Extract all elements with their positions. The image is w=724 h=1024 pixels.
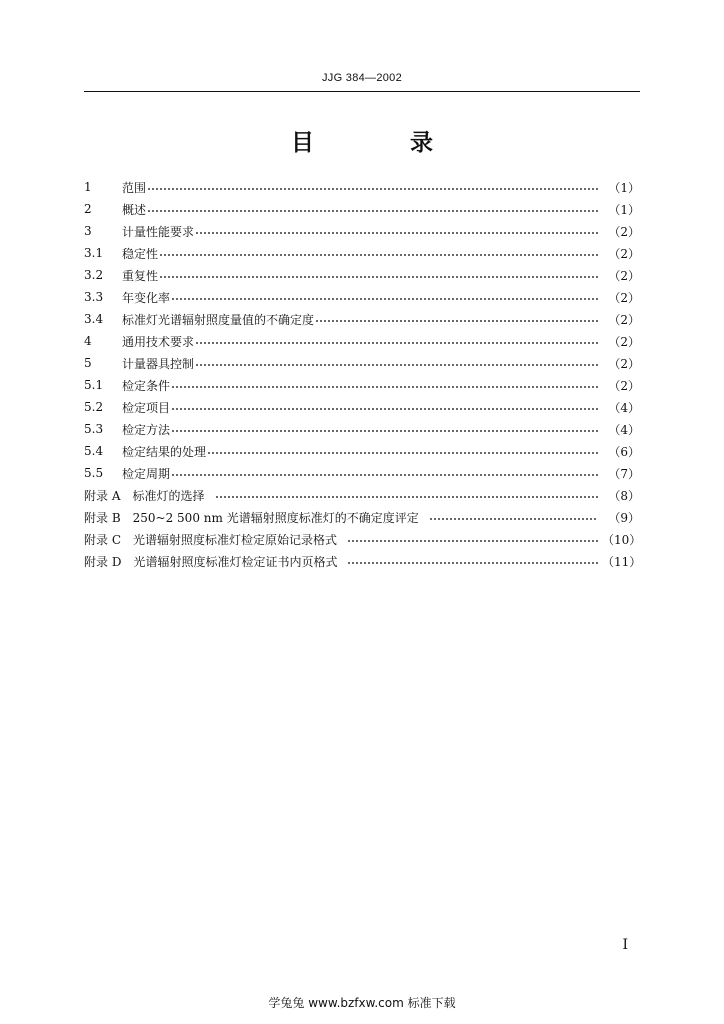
toc-dot-leader <box>171 379 598 391</box>
page-number: I <box>622 937 628 953</box>
toc-entry-title: 标准灯光谱辐射照度量值的不确定度 <box>122 312 315 327</box>
toc-entry <box>84 528 640 550</box>
toc-entry-title: 检定项目 <box>122 400 171 415</box>
toc-entry-title: 检定方法 <box>122 422 171 437</box>
toc-entry <box>84 286 640 308</box>
toc-entry-title: 概述 <box>122 202 147 217</box>
toc-entry-title: 250~2 500 nm 光谱辐射照度标准灯的不确定度评定 <box>132 510 419 525</box>
toc-entry-page: （10） <box>602 532 642 547</box>
toc-entry-page: （1） <box>608 202 640 217</box>
toc-entry-page: （4） <box>608 400 640 415</box>
toc-entry-page: （2） <box>608 356 640 371</box>
toc-dot-leader <box>171 467 598 479</box>
page-title: 目 录 <box>290 130 477 156</box>
toc-dot-leader <box>207 445 598 457</box>
toc-entry <box>84 264 640 286</box>
toc-entry-number: 4 <box>84 334 92 348</box>
toc-entry-title: 光谱辐射照度标准灯检定原始记录格式 <box>133 532 338 547</box>
toc-entry <box>84 308 640 330</box>
toc-entry <box>84 506 640 528</box>
table-of-contents <box>84 176 640 572</box>
toc-entry-title: 稳定性 <box>122 246 159 261</box>
toc-entry-title: 计量器具控制 <box>122 356 195 371</box>
footer-watermark: 学兔兔 www.bzfxw.com 标准下载 <box>268 996 456 1010</box>
toc-entry-page: （2） <box>608 246 640 261</box>
toc-entry-title: 年变化率 <box>122 290 171 305</box>
document-code: JJG 384—2002 <box>321 72 403 84</box>
toc-dot-leader <box>159 269 598 281</box>
toc-entry-number: 5.5 <box>84 466 104 480</box>
toc-entry-page: （2） <box>608 290 640 305</box>
toc-entry <box>84 176 640 198</box>
toc-entry <box>84 550 640 572</box>
toc-dot-leader <box>195 225 598 237</box>
toc-entry <box>84 396 640 418</box>
toc-entry-page: （4） <box>608 422 640 437</box>
toc-entry-title: 检定条件 <box>122 378 171 393</box>
toc-entry-number: 3 <box>84 224 92 238</box>
toc-entry-page: （2） <box>608 268 640 283</box>
toc-entry <box>84 418 640 440</box>
toc-dot-leader <box>215 489 599 501</box>
toc-entry-number: 附录 A <box>84 488 121 503</box>
toc-dot-leader <box>171 423 598 435</box>
toc-dot-leader <box>429 511 598 523</box>
toc-dot-leader <box>347 533 598 545</box>
toc-entry-page: （2） <box>608 378 640 393</box>
toc-entry-number: 5.3 <box>84 422 104 436</box>
toc-entry-number: 5.4 <box>84 444 104 458</box>
toc-entry-page: （9） <box>608 510 640 525</box>
toc-entry-title: 范围 <box>122 180 147 195</box>
toc-entry-title: 检定结果的处理 <box>122 444 207 459</box>
toc-entry-page: （2） <box>608 334 640 349</box>
toc-dot-leader <box>171 401 598 413</box>
toc-entry <box>84 462 640 484</box>
toc-dot-leader <box>147 203 598 215</box>
toc-entry-page: （1） <box>608 180 640 195</box>
toc-entry-number: 附录 D <box>84 554 122 569</box>
toc-dot-leader <box>347 555 598 567</box>
toc-entry <box>84 352 640 374</box>
toc-entry-number: 5.1 <box>84 378 104 392</box>
toc-entry-page: （11） <box>602 554 642 569</box>
toc-dot-leader <box>171 291 598 303</box>
toc-entry-number: 3.1 <box>84 246 104 260</box>
toc-entry-title: 计量性能要求 <box>122 224 195 239</box>
toc-entry-page: （2） <box>608 312 640 327</box>
toc-entry-title: 光谱辐射照度标准灯检定证书内页格式 <box>133 554 338 569</box>
toc-entry-number: 3.4 <box>84 312 104 326</box>
toc-dot-leader <box>315 313 598 325</box>
toc-entry-number: 3.3 <box>84 290 104 304</box>
toc-entry <box>84 220 640 242</box>
toc-entry-number: 3.2 <box>84 268 104 282</box>
toc-dot-leader <box>159 247 598 259</box>
toc-entry-number: 附录 C <box>84 532 121 547</box>
toc-entry <box>84 242 640 264</box>
toc-dot-leader <box>195 357 598 369</box>
toc-entry-title: 检定周期 <box>122 466 171 481</box>
toc-entry <box>84 374 640 396</box>
header-divider <box>84 91 640 92</box>
toc-entry-title: 通用技术要求 <box>122 334 195 349</box>
toc-dot-leader <box>147 181 598 193</box>
toc-entry-page: （6） <box>608 444 640 459</box>
toc-entry <box>84 484 640 506</box>
toc-entry-number: 5 <box>84 356 92 370</box>
toc-entry-title: 标准灯的选择 <box>132 488 205 503</box>
toc-entry-number: 2 <box>84 202 92 216</box>
toc-entry-page: （2） <box>608 224 640 239</box>
toc-dot-leader <box>195 335 598 347</box>
toc-entry-number: 附录 B <box>84 510 121 525</box>
toc-entry <box>84 440 640 462</box>
toc-entry-title: 重复性 <box>122 268 159 283</box>
toc-entry-number: 1 <box>84 180 92 194</box>
toc-entry-page: （7） <box>608 466 640 481</box>
toc-entry-number: 5.2 <box>84 400 104 414</box>
toc-entry <box>84 198 640 220</box>
toc-entry <box>84 330 640 352</box>
toc-entry-page: （8） <box>608 488 640 503</box>
